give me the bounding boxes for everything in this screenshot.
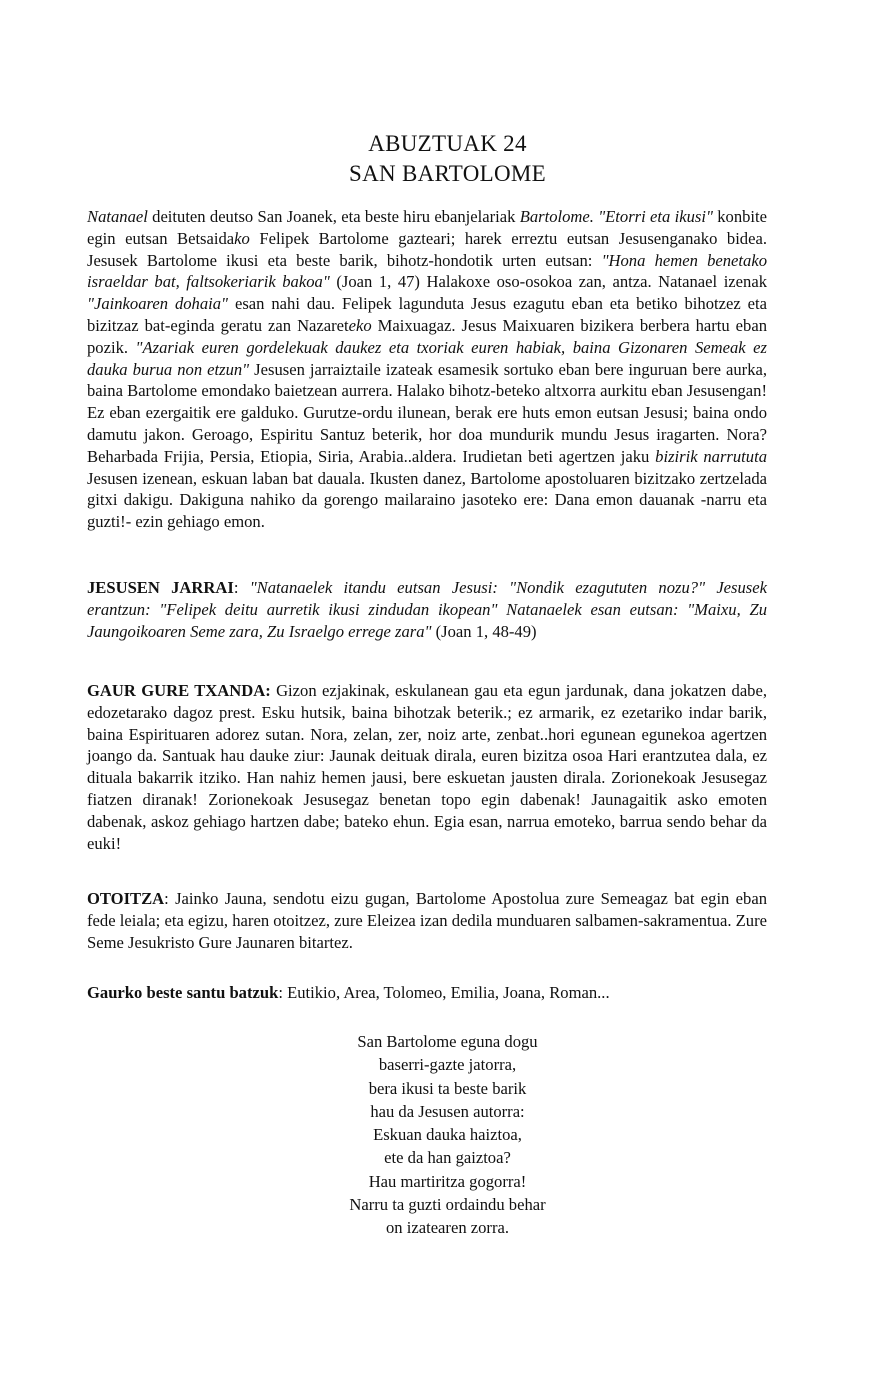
intro-text: Bartolome. "Etorri eta ikusi" — [519, 207, 713, 226]
intro-text: konbite egin eutsan Betsaida — [87, 207, 768, 248]
section-label: Gaurko beste santu batzuk — [87, 983, 279, 1002]
intro-text: Natanael — [87, 207, 148, 226]
intro-text: ko — [234, 228, 250, 248]
intro-text: Jesusen izenean, eskuan laban bat dauala. Ikusten danez, Bartolome apostoluaren bizitzako zertzelada gitxi dakigu. Dakiguna nahiko da gorengo mailaraino jasoteko ere: Dana emon dauanak -narru eta guzti!- ezin gehiago emon. — [87, 468, 767, 532]
intro-quote: "Jainkoaren dohaia" — [87, 294, 229, 314]
section-text: Gizon ezjakinak, eskulanean gau eta egun jardunak, dana jokatzen dabe, edozetarako dagoz prest. Esku hutsik, baina bihotzak beterik.; ez armarik, ez ezetariko indar barik, baina Espirituaren adorez sutan. Nora, zelan, zer, noiz arte, zenbat..hori egunean egunekoa agertzen joango da. Santuak hau dauke ziur: Jaunak deituak dirala, euren bizitza osoa Hari erantzutea dala, ez dituala bakarrik itziko. Han nahiz hemen jausi, bere eskuetan jausten dirala. Zorionekoak Jesusegaz fiatzen diranak! Zorionekoak Jesusegaz benetan topo egin dabenak! Jaunagaitik asko emoten dabenak, askoz gehiago hartzen dabe; bateko ehun. Egia esan, narrua emoteko, barrua sendo behar da euki! — [87, 681, 767, 853]
poem-line: on izatearen zorra. — [386, 1218, 509, 1238]
intro-text: (Joan 1, 47) Halakoxe oso-osokoa zan, antza. Natanael izenak — [329, 272, 767, 292]
intro-text: Maixuagaz. Jesus Maixuaren bizikera berbera hartu eban pozik. — [87, 315, 767, 357]
gospel-quote: "Natanaelek itandu eutsan Jesusi: "Nondik ezagututen nozu?" Jesusek erantzun: "Felipek deitu aurretik ikusi zindudan ikopean" Natanaelek esan eutsan: "Maixu, Zu Jaungoikoaren Seme zara, Zu Israelgo errege zara" — [87, 578, 767, 641]
section-label: OTOITZA — [87, 889, 165, 908]
poem-line: hau da Jesusen autorra: — [370, 1101, 525, 1121]
date-title: ABUZTUAK 24 — [368, 131, 527, 156]
saint-title: SAN BARTOLOME — [349, 161, 546, 186]
poem-line: baserri-gazte jatorra, — [378, 1055, 517, 1075]
gaur-gure-txanda-section — [87, 680, 767, 854]
poem-line: Hau martiritza gogorra! — [368, 1171, 527, 1191]
poem-line: San Bartolome eguna dogu — [357, 1032, 538, 1051]
beste-santuak-section — [87, 982, 767, 1004]
intro-paragraph — [87, 206, 767, 533]
intro-text: bizirik narrututa — [655, 446, 767, 466]
intro-quote: "Azariak euren gordelekuak daukez eta txoriak euren habiak, baina Gizonaren Semeak ez dauka burua non etzun" — [87, 337, 767, 379]
poem-line: bera ikusi ta beste barik — [368, 1078, 527, 1098]
otoitza-section — [87, 888, 767, 953]
intro-text: Felipek Bartolome gazteari; harek erreztu eutsan Jesusenganako bidea. Jesusek Bartolome ikusi eta beste barik, bihotz-hondotik urten eutsan: — [87, 228, 767, 270]
section-text: : — [233, 578, 250, 597]
intro-text: deituten deutso San Joanek, eta beste hiru ebanjelariak — [147, 207, 520, 226]
section-text: : Eutikio, Area, Tolomeo, Emilia, Joana, Roman... — [278, 983, 610, 1002]
gospel-reference: (Joan 1, 48-49) — [431, 621, 537, 641]
poem-line: Eskuan dauka haiztoa, — [373, 1125, 522, 1145]
poem-line: Narru ta guzti ordaindu behar — [349, 1195, 546, 1215]
intro-text: esan nahi dau. Felipek lagunduta Jesus ezagutu eban eta betiko bihotzez eta bizitzaz bat-eginda geratu zan Nazaret — [87, 294, 767, 335]
poem-line: ete da han gaiztoa? — [384, 1148, 511, 1168]
section-label: GAUR GURE TXANDA: — [87, 681, 271, 700]
section-text: : Jainko Jauna, sendotu eizu gugan, Bartolome Apostolua zure Semeagaz bat egin eban fede leiala; eta egizu, haren otoitzez, zure Eleizea izan dedila munduaren salbamen-sakramentua. Zure Seme Jesukristo Gure Jaunaren bitartez. — [87, 889, 767, 952]
intro-quote: "Hona hemen benetako israeldar bat, faltsokeriarik bakoa" — [87, 250, 767, 292]
poem — [0, 1030, 895, 1240]
section-label: JESUSEN JARRAI — [87, 578, 234, 597]
intro-text: Jesusen jarraiztaile izateak esamesik sortuko eban bere inguruan bere aurka, baina Bartolome emondako baietzean aurrera. Halako bihotz-beteko altxorra aurkitu eban Jesusengan! Ez eban ezergaitik ere galduko. Gurutze-ordu ilunean, berak ere huts emon eutsan Jesusi; baina ondo damutu jakon. Geroago, Espiritu Santuz beterik, hor doa mundurik mundu Jesus iragarten. Nora? Beharbada Frijia, Persia, Etiopia, Siria, Arabia..aldera. Irudietan beti agertzen jaku — [87, 359, 768, 466]
intro-text: eko — [348, 315, 372, 335]
jesusen-jarrai-section — [87, 577, 767, 642]
